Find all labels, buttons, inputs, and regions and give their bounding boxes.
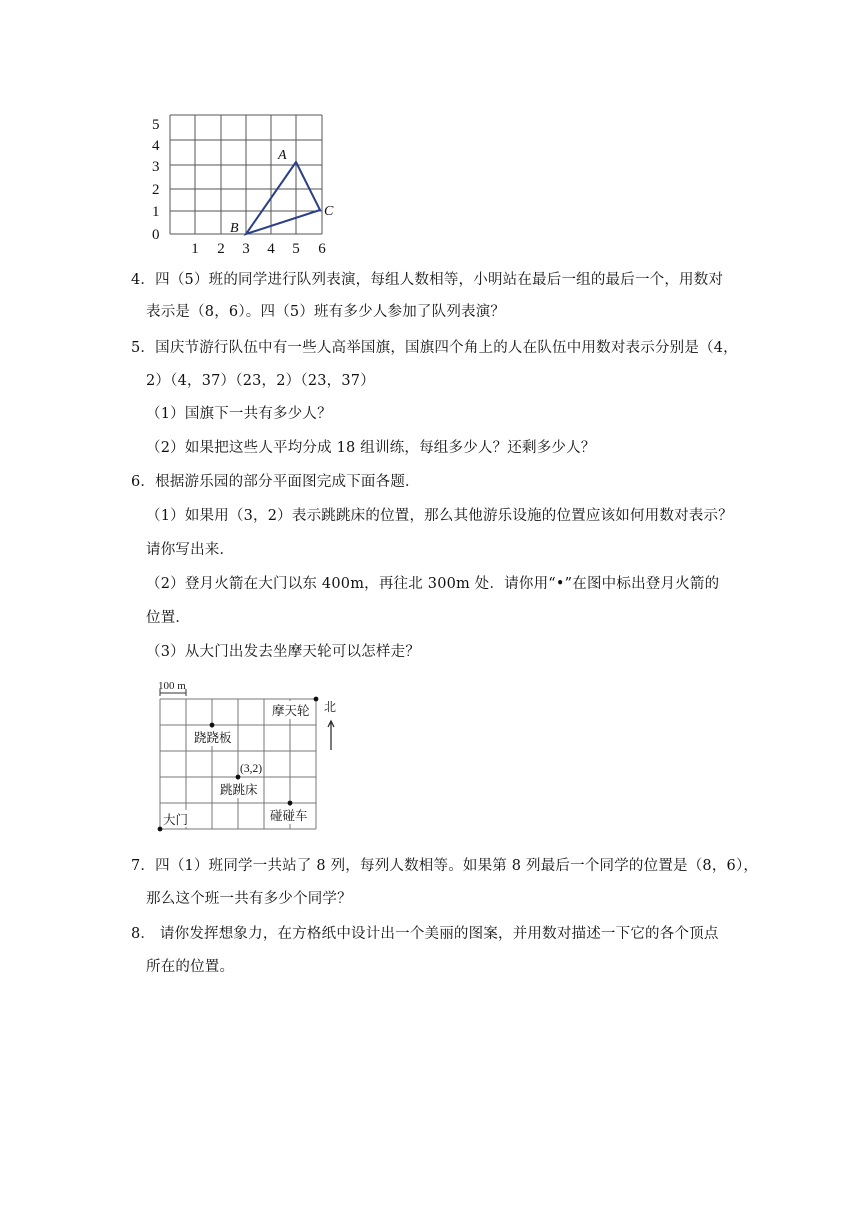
bumper-car-dot [288, 801, 293, 806]
ferris-wheel-label: 摩天轮 [272, 704, 310, 718]
x-tick: 2 [217, 241, 225, 257]
y-tick: 2 [152, 182, 160, 198]
q7-line-2: 那么这个班一共有多少个同学？ [146, 891, 352, 907]
bumper-car-label: 碰碰车 [270, 809, 308, 823]
north-label: 北 [324, 700, 337, 714]
park-map-figure [148, 676, 344, 842]
trampoline-dot [236, 775, 241, 780]
q5-sub-1: （1）国旗下一共有多少人？ [146, 406, 332, 422]
x-tick: 6 [318, 241, 326, 257]
q8-line-2: 所在的位置。 [146, 959, 235, 975]
y-tick: 5 [152, 117, 160, 133]
point-label-c: C [324, 204, 334, 219]
q6-sub1-line-1: （1）如果用（3，2）表示跳跳床的位置，那么其他游乐设施的位置应该如何用数对表示？ [146, 508, 733, 524]
y-axis-ticks [152, 117, 160, 243]
point-label-a: A [278, 148, 287, 163]
trampoline-label: 跳跳床 [220, 783, 258, 797]
trampoline-coord-label: (3,2) [240, 763, 263, 775]
q6-line-1: 6．根据游乐园的部分平面图完成下面各题． [131, 474, 420, 490]
point-label-b: B [230, 221, 239, 236]
q6-sub3: （3）从大门出发去坐摩天轮可以怎样走？ [146, 644, 421, 660]
q5-line-2: 2）（4，37）（23，2）（23，37） [146, 373, 375, 389]
y-tick: 4 [152, 138, 160, 154]
x-tick: 1 [191, 241, 199, 257]
q6-sub1-line-2: 请你写出来． [146, 542, 235, 558]
x-tick: 5 [292, 241, 300, 257]
x-tick: 4 [267, 241, 275, 257]
scale-label: 100 m [158, 680, 186, 692]
q6-sub2-line-1: （2）登月火箭在大门以东 400m，再往北 300m 处．请你用“•”在图中标出登月火箭的 [146, 576, 720, 592]
y-tick: 1 [152, 204, 160, 220]
y-tick: 0 [152, 227, 160, 243]
north-arrow [328, 721, 334, 750]
seesaw-dot [210, 723, 215, 728]
coordinate-grid-figure [140, 108, 350, 258]
q4-line-2: 表示是（8，6）。四（5）班有多少人参加了队列表演？ [146, 304, 506, 320]
x-axis-ticks [191, 241, 326, 257]
q6-sub2-line-2: 位置． [146, 610, 191, 626]
gate-dot [158, 827, 163, 832]
q7-line-1: 7．四（1）班同学一共站了 8 列，每列人数相等。如果第 8 列最后一个同学的位置是（8，6）， [131, 858, 759, 874]
gate-label: 大门 [163, 813, 189, 827]
ferris-wheel-dot [314, 697, 319, 702]
q5-line-1: 5．国庆节游行队伍中有一些人高举国旗，国旗四个角上的人在队伍中用数对表示分别是（4， [131, 340, 738, 356]
y-tick: 3 [152, 159, 160, 175]
triangle-abc [246, 162, 320, 234]
q5-sub-2: （2）如果把这些人平均分成 18 组训练，每组多少人？还剩多少人？ [146, 440, 596, 456]
seesaw-label: 跷跷板 [194, 731, 232, 745]
x-tick: 3 [242, 241, 250, 257]
q4-line-1: 4．四（5）班的同学进行队列表演，每组人数相等，小明站在最后一组的最后一个，用数对 [131, 272, 724, 288]
q8-line-1: 8． 请你发挥想象力，在方格纸中设计出一个美丽的图案，并用数对描述一下它的各个顶点 [131, 926, 719, 942]
